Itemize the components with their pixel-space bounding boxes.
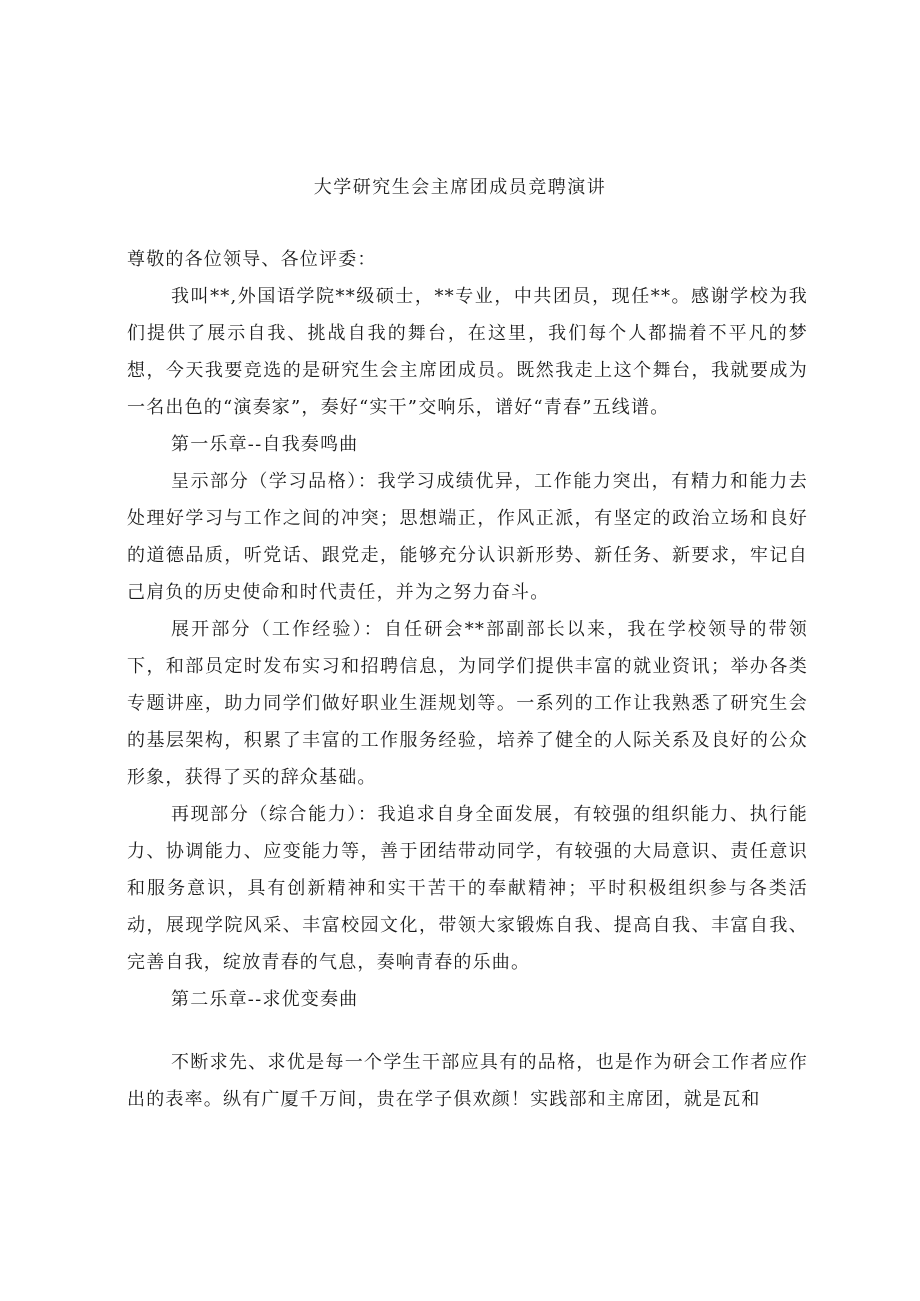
salutation: 尊敬的各位领导、各位评委： [127, 249, 377, 270]
chapter-two-heading: 第二乐章--求优变奏曲 [171, 989, 359, 1010]
document-body [127, 241, 808, 1118]
chapter-one-heading: 第一乐章--自我奏鸣曲 [171, 434, 359, 455]
recapitulation-section-paragraph: 再现部分（综合能力）：我追求自身全面发展，有较强的组织能力、执行能力、协调能力、应变能力等，善于团结带动同学，有较强的大局意识、责任意识和服务意识，具有创新精神和实干苦干的奉献精神；平时积极组织参与各类活动，展现学院风采、丰富校园文化，带领大家锻炼自我、提高自我、丰富自我、完善自我，绽放青春的气息，奏响青春的乐曲。 [127, 804, 808, 973]
intro-paragraph: 我叫**,外国语学院**级硕士，**专业，中共团员，现任**。感谢学校为我们提供了展示自我、挑战自我的舞台，在这里，我们每个人都揣着不平凡的梦想，今天我要竞选的是研究生会主席团成员。既然我走上这个舞台，我就要成为一名出色的“演奏家”，奏好“实干”交响乐，谱好“青春”五线谱。 [127, 286, 808, 418]
presentation-section-paragraph: 呈示部分（学习品格）：我学习成绩优异，工作能力突出，有精力和能力去处理好学习与工作之间的冲突；思想端正，作风正派，有坚定的政治立场和良好的道德品质，听党话、跟党走，能够充分认识新形势、新任务、新要求，牢记自己肩负的历史使命和时代责任，并为之努力奋斗。 [127, 471, 808, 603]
document-title: 大学研究生会主席团成员竞聘演讲 [313, 177, 607, 198]
chapter-two-paragraph: 不断求先、求优是每一个学生干部应具有的品格，也是作为研会工作者应作出的表率。纵有广厦千万间，贵在学子俱欢颜！实践部和主席团，就是瓦和 [127, 1052, 808, 1110]
development-section-paragraph: 展开部分（工作经验）：自任研会**部副部长以来，我在学校领导的带领下，和部员定时发布实习和招聘信息，为同学们提供丰富的就业资讯；举办各类专题讲座，助力同学们做好职业生涯规划等。一系列的工作让我熟悉了研究生会的基层架构，积累了丰富的工作服务经验，培养了健全的人际关系及良好的公众形象，获得了买的辞众基础。 [127, 619, 808, 788]
